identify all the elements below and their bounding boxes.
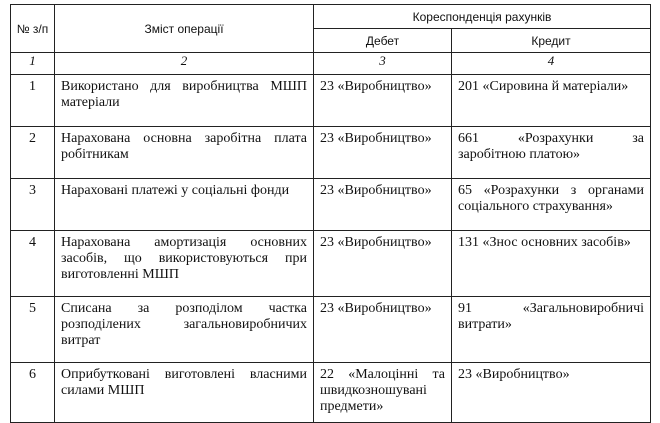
header-credit: Кредит xyxy=(452,29,651,53)
credit-account: 91 «Загальновиробничі витрати» xyxy=(452,297,651,363)
operation-content: Використано для виробництва МШП матеріали xyxy=(55,75,314,127)
header-num: № з/п xyxy=(11,5,55,53)
ledger-table xyxy=(10,4,651,423)
operation-content: Нараховані платежі у соціальні фонди xyxy=(55,179,314,231)
operation-content: Оприбутковані виготовлені власними силами МШП xyxy=(55,363,314,423)
row-number: 4 xyxy=(11,231,55,297)
column-number-row xyxy=(11,53,651,75)
operation-content: Нарахована амортизація основних засобів, що використовуються при виготовленні МШП xyxy=(55,231,314,297)
credit-account: 23 «Виробництво» xyxy=(452,363,651,423)
credit-account: 661 «Розрахунки за заробітною платою» xyxy=(452,127,651,179)
header-debit: Дебет xyxy=(314,29,452,53)
debit-account: 23 «Виробництво» xyxy=(314,297,452,363)
row-number: 3 xyxy=(11,179,55,231)
table-row xyxy=(11,363,651,423)
column-number: 2 xyxy=(55,53,314,75)
credit-account: 201 «Сировина й матеріали» xyxy=(452,75,651,127)
operation-content: Списана за розподілом частка розподілених загальновиробничих витрат xyxy=(55,297,314,363)
table-row xyxy=(11,127,651,179)
row-number: 1 xyxy=(11,75,55,127)
table-row xyxy=(11,179,651,231)
row-number: 6 xyxy=(11,363,55,423)
debit-account: 23 «Виробництво» xyxy=(314,127,452,179)
header-correspondence: Кореспонденція рахунків xyxy=(314,5,651,29)
row-number: 5 xyxy=(11,297,55,363)
debit-account: 23 «Виробництво» xyxy=(314,179,452,231)
document-page xyxy=(10,4,650,423)
credit-account: 65 «Розрахунки з органами соціального страхування» xyxy=(452,179,651,231)
debit-account: 23 «Виробництво» xyxy=(314,75,452,127)
debit-account: 23 «Виробництво» xyxy=(314,231,452,297)
header-content: Зміст операції xyxy=(55,5,314,53)
header-row xyxy=(11,5,651,29)
column-number: 4 xyxy=(452,53,651,75)
debit-account: 22 «Малоцінні та швидкозношувані предмети» xyxy=(314,363,452,423)
row-number: 2 xyxy=(11,127,55,179)
column-number: 1 xyxy=(11,53,55,75)
table-row xyxy=(11,231,651,297)
credit-account: 131 «Знос основних засобів» xyxy=(452,231,651,297)
table-row xyxy=(11,297,651,363)
column-number: 3 xyxy=(314,53,452,75)
operation-content: Нарахована основна заробітна плата робітникам xyxy=(55,127,314,179)
table-row xyxy=(11,75,651,127)
